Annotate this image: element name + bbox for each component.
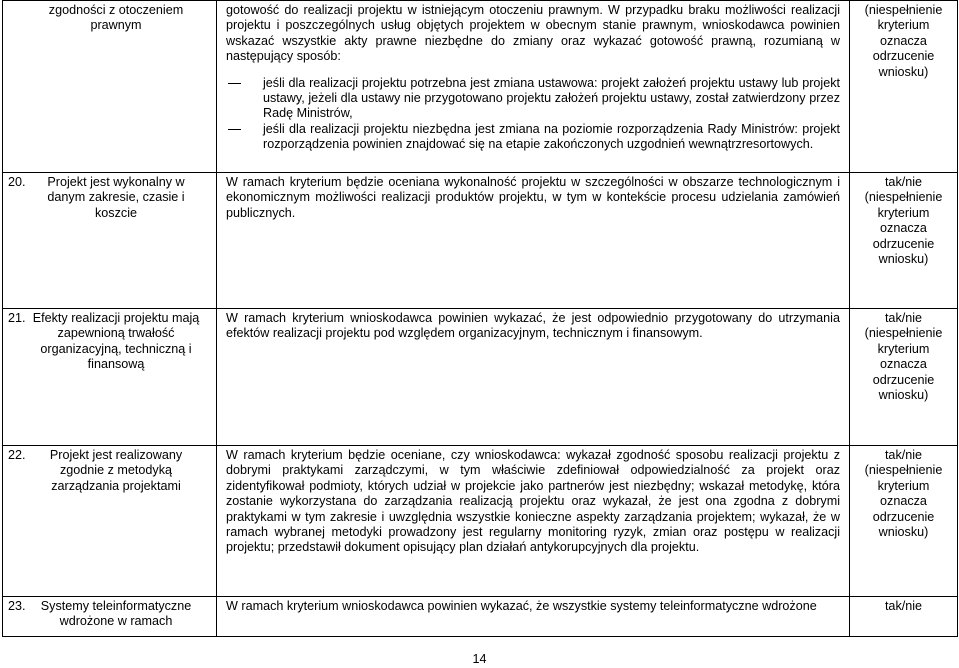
evaluation-line: kryterium (877, 18, 930, 33)
table-row (3, 1, 958, 173)
criterion-description: W ramach kryterium wnioskodawca powinien wykazać, że jest odpowiednio przygotowany do utrzymania efektów realizacji projektu pod względem organizacyjnym, technicznym i finansowym. (226, 311, 840, 341)
evaluation-line: (niespełnienie (864, 190, 943, 205)
evaluation-line: tak/nie (884, 448, 923, 462)
requirement-list (226, 76, 840, 153)
criterion-name: Efekty realizacji projektu mają zapewnioną trwałość organizacyjną, techniczną i finansową (32, 311, 200, 372)
evaluation-line: wniosku) (878, 388, 929, 403)
criterion-name-cell (3, 597, 217, 637)
list-item: jeśli dla realizacji projektu potrzebna jest zmiana ustawowa: projekt założeń projektu ustawy lub projekt ustawy, jeżeli dla ustawy nie przygotowano projektu założeń projektu ustawy, został zatwierdzony przez Radę Ministrów, (226, 76, 840, 122)
criterion-description-cell (217, 309, 850, 446)
criterion-number: 20. (8, 175, 26, 189)
criteria-table (2, 0, 958, 637)
evaluation-line: tak/nie (884, 175, 923, 189)
list-item: jeśli dla realizacji projektu niezbędna jest zmiana na poziomie rozporządzenia Rady Ministrów: projekt rozporządzenia powinien znajdować się na etapie zakończonych uzgodnień wewnątrzresortowych. (226, 122, 840, 153)
criterion-number: 22. (8, 448, 26, 462)
criterion-description-cell (217, 597, 850, 637)
table-row (3, 597, 958, 637)
criterion-name: Systemy teleinformatyczne wdrożone w ramach (40, 599, 192, 629)
table-row (3, 446, 958, 597)
evaluation-line: oznacza (880, 221, 927, 236)
evaluation-line: oznacza (880, 357, 927, 372)
criterion-description: W ramach kryterium będzie oceniane, czy wnioskodawca: wykazał zgodność sposobu realizacji projektu z dobrymi praktykami zarządczymi, w tym właściwie zdefiniował odpowiedzialność za projekt oraz zidentyfikował podmioty, których udział w projekcie jako partnerów jest niezbędny; wskazał metodykę, która zostanie wykorzystana do zarządzania realizacją projektu oraz wykazał, że jest ona zgodna z dobrymi praktykami w tym zakresie i uwzględnia wszystkie konieczne aspekty zarządzania projektem; wykazał, że w ramach wybranej metodyki prowadzony jest regularny monitoring ryzyk, zmian oraz postępu w realizacji projektu; przedstawił dokument opisujący plan działań antykorupcyjnych dla projektu. (226, 448, 840, 555)
evaluation-line: odrzucenie (872, 236, 935, 251)
criterion-description: gotowość do realizacji projektu w istniejącym otoczeniu prawnym. W przypadku braku możliwości realizacji projektu i poszczególnych usług objętych projektem w obecnym stanie prawnym, wnioskodawca powinien wskazać wszystkie akty prawne niezbędne do zmiany oraz wykazać gotowość prawną, rozumianą w następujący sposób: (226, 3, 840, 64)
criterion-description: W ramach kryterium wnioskodawca powinien wykazać, że wszystkie systemy teleinformatyczne wdrożone (226, 599, 817, 613)
criterion-description: W ramach kryterium będzie oceniana wykonalność projektu w szczególności w obszarze technologicznym i ekonomicznym możliwości realizacji produktów projektu, w tym w kontekście procesu udzielania zamówień publicznych. (226, 175, 840, 220)
criterion-description-cell (217, 173, 850, 309)
evaluation-line: odrzucenie (872, 49, 935, 64)
evaluation-line: kryterium (877, 341, 930, 356)
criterion-evaluation-cell (850, 597, 958, 637)
criterion-evaluation-cell (850, 1, 958, 173)
criterion-evaluation-cell (850, 446, 958, 597)
evaluation-line: oznacza (880, 33, 927, 48)
criterion-number: 23. (8, 599, 26, 613)
criterion-name: zgodności z otoczeniem prawnym (48, 3, 184, 33)
evaluation-line: kryterium (877, 478, 930, 493)
table-row (3, 173, 958, 309)
evaluation-line: (niespełnienie (864, 326, 943, 341)
criterion-name: Projekt jest wykonalny w danym zakresie, czasie i koszcie (47, 175, 185, 220)
evaluation-line: tak/nie (884, 599, 923, 613)
criterion-name: Projekt jest realizowany zgodnie z metodyką zarządzania projektami (49, 448, 183, 493)
evaluation-line: oznacza (880, 494, 927, 509)
evaluation-line: kryterium (877, 205, 930, 220)
criterion-number (8, 3, 29, 34)
criterion-name-cell (3, 1, 217, 173)
criterion-name-cell (3, 309, 217, 446)
criterion-description-cell (217, 446, 850, 597)
criterion-name-cell (3, 173, 217, 309)
criterion-name-cell (3, 446, 217, 597)
evaluation-line: wniosku) (878, 525, 929, 540)
criterion-description-cell (217, 1, 850, 173)
evaluation-line: (niespełnienie (864, 3, 943, 17)
evaluation-line: odrzucenie (872, 509, 935, 524)
evaluation-line: wniosku) (878, 64, 929, 79)
criterion-evaluation-cell (850, 173, 958, 309)
evaluation-line: tak/nie (884, 311, 923, 325)
evaluation-line: odrzucenie (872, 372, 935, 387)
page-number: 14 (472, 652, 487, 666)
table-row (3, 309, 958, 446)
criterion-number: 21. (8, 311, 26, 325)
evaluation-line: (niespełnienie (864, 463, 943, 478)
criterion-evaluation-cell (850, 309, 958, 446)
evaluation-line: wniosku) (878, 252, 929, 267)
